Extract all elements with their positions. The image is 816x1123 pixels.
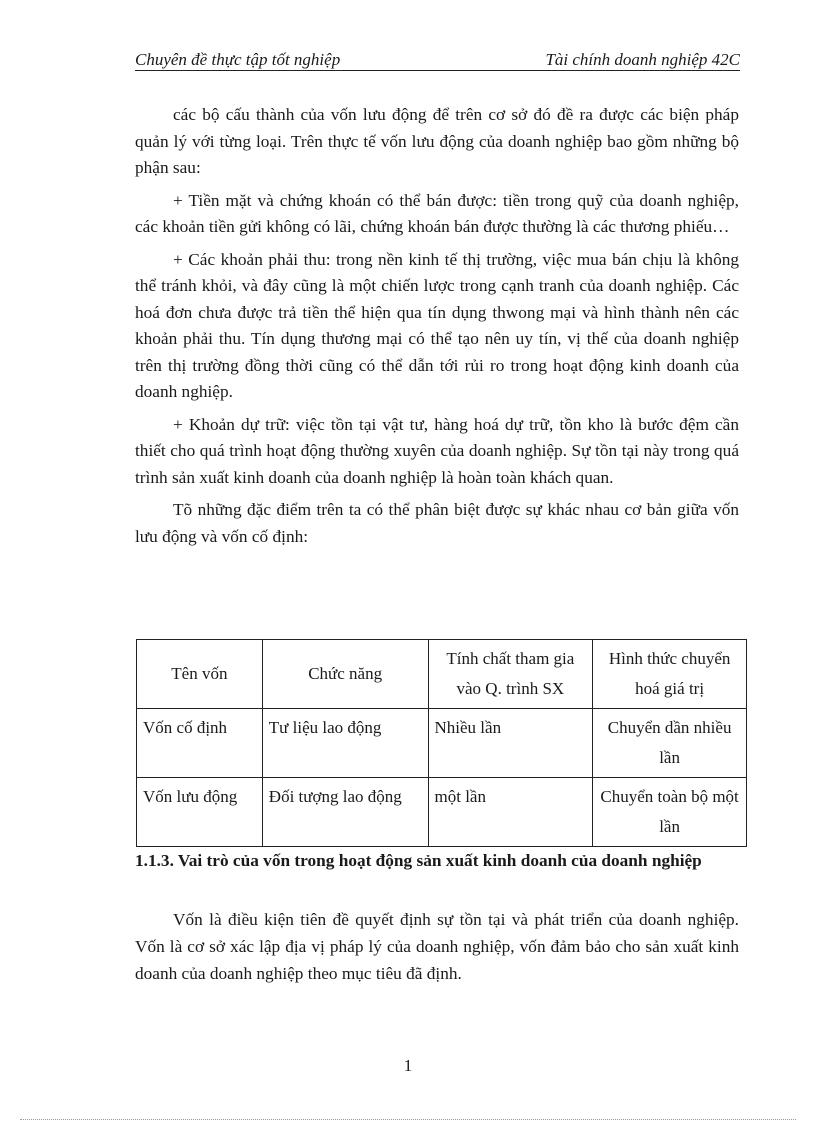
paragraph: Vốn là điều kiện tiên đề quyết định sự tồn tại và phát triển của doanh nghiệp. Vốn là cơ sở xác lập địa vị pháp lý của doanh nghiệp, vốn đảm bảo cho sản xuất kinh doanh của doanh nghiệp theo mục tiêu đã định. [135,910,739,983]
table-header-row [137,640,747,709]
comparison-table [136,639,747,847]
page-number: 1 [403,1056,413,1075]
paragraph: các bộ cấu thành của vốn lưu động để trên cơ sở đó đề ra được các biện pháp quản lý với từng loại. Trên thực tế vốn lưu động của doanh nghiệp bao gồm những bộ phận sau: [135,105,739,177]
table-cell: Nhiều lần [428,709,593,778]
page-header [135,48,740,71]
table-row [137,778,747,847]
paragraph: + Các khoản phải thu: trong nền kinh tế thị trường, việc mua bán chịu là không thể tránh khỏi, và đây cũng là một chiến lược trong cạnh tranh của doanh nghiệp. Các hoá đơn chưa được trả tiền thể hiện qua tín dụng thwong mại và hình thành nên các khoản phải thu. Tín dụng thương mại có thể tạo nên uy tín, vị thế của doanh nghiệp trên thị trường đồng thời cũng có thể dẫn tới rủi ro trong hoạt động kinh doanh của doanh nghiệp. [135,249,739,401]
table-cell: Vốn cố định [137,709,263,778]
table-cell: một lần [428,778,593,847]
section-heading: 1.1.3. Vai trò của vốn trong hoạt động sản xuất kinh doanh của doanh nghiệp [135,851,702,870]
body-text [135,102,739,556]
table-header-cell: Tính chất tham gia vào Q. trình SX [428,640,593,709]
table-cell: Vốn lưu động [137,778,263,847]
table-row [137,709,747,778]
table-header-cell: Tên vốn [137,640,263,709]
page-bottom-divider [20,1119,796,1120]
table-cell: Đối tượng lao động [262,778,428,847]
paragraph: + Khoản dự trữ: việc tồn tại vật tư, hàng hoá dự trữ, tồn kho là bước đệm cần thiết cho quá trình hoạt động thường xuyên của doanh nghiệp. Sự tồn tại này trong quá trình sản xuất kinh doanh của doanh nghiệp là hoàn toàn khách quan. [135,414,739,487]
table-cell: Tư liệu lao động [262,709,428,778]
table-header-cell: Hình thức chuyển hoá giá trị [593,640,747,709]
paragraph: + Tiền mặt và chứng khoán có thể bán được: tiền trong quỹ của doanh nghiệp, các khoản tiền gửi không có lãi, chứng khoán bán được thường là các thương phiếu… [135,190,739,236]
table-header-cell: Chức năng [262,640,428,709]
table-cell: Chuyển toàn bộ một lần [593,778,747,847]
header-left-title: Chuyên đề thực tập tốt nghiệp [135,50,341,69]
section-body [135,906,739,987]
header-right-title: Tài chính doanh nghiệp 42C [545,50,740,69]
paragraph: Tõ những đặc điểm trên ta có thể phân biệt được sự khác nhau cơ bản giữa vốn lưu động và vốn cố định: [135,500,739,546]
table-cell: Chuyển dần nhiều lần [593,709,747,778]
